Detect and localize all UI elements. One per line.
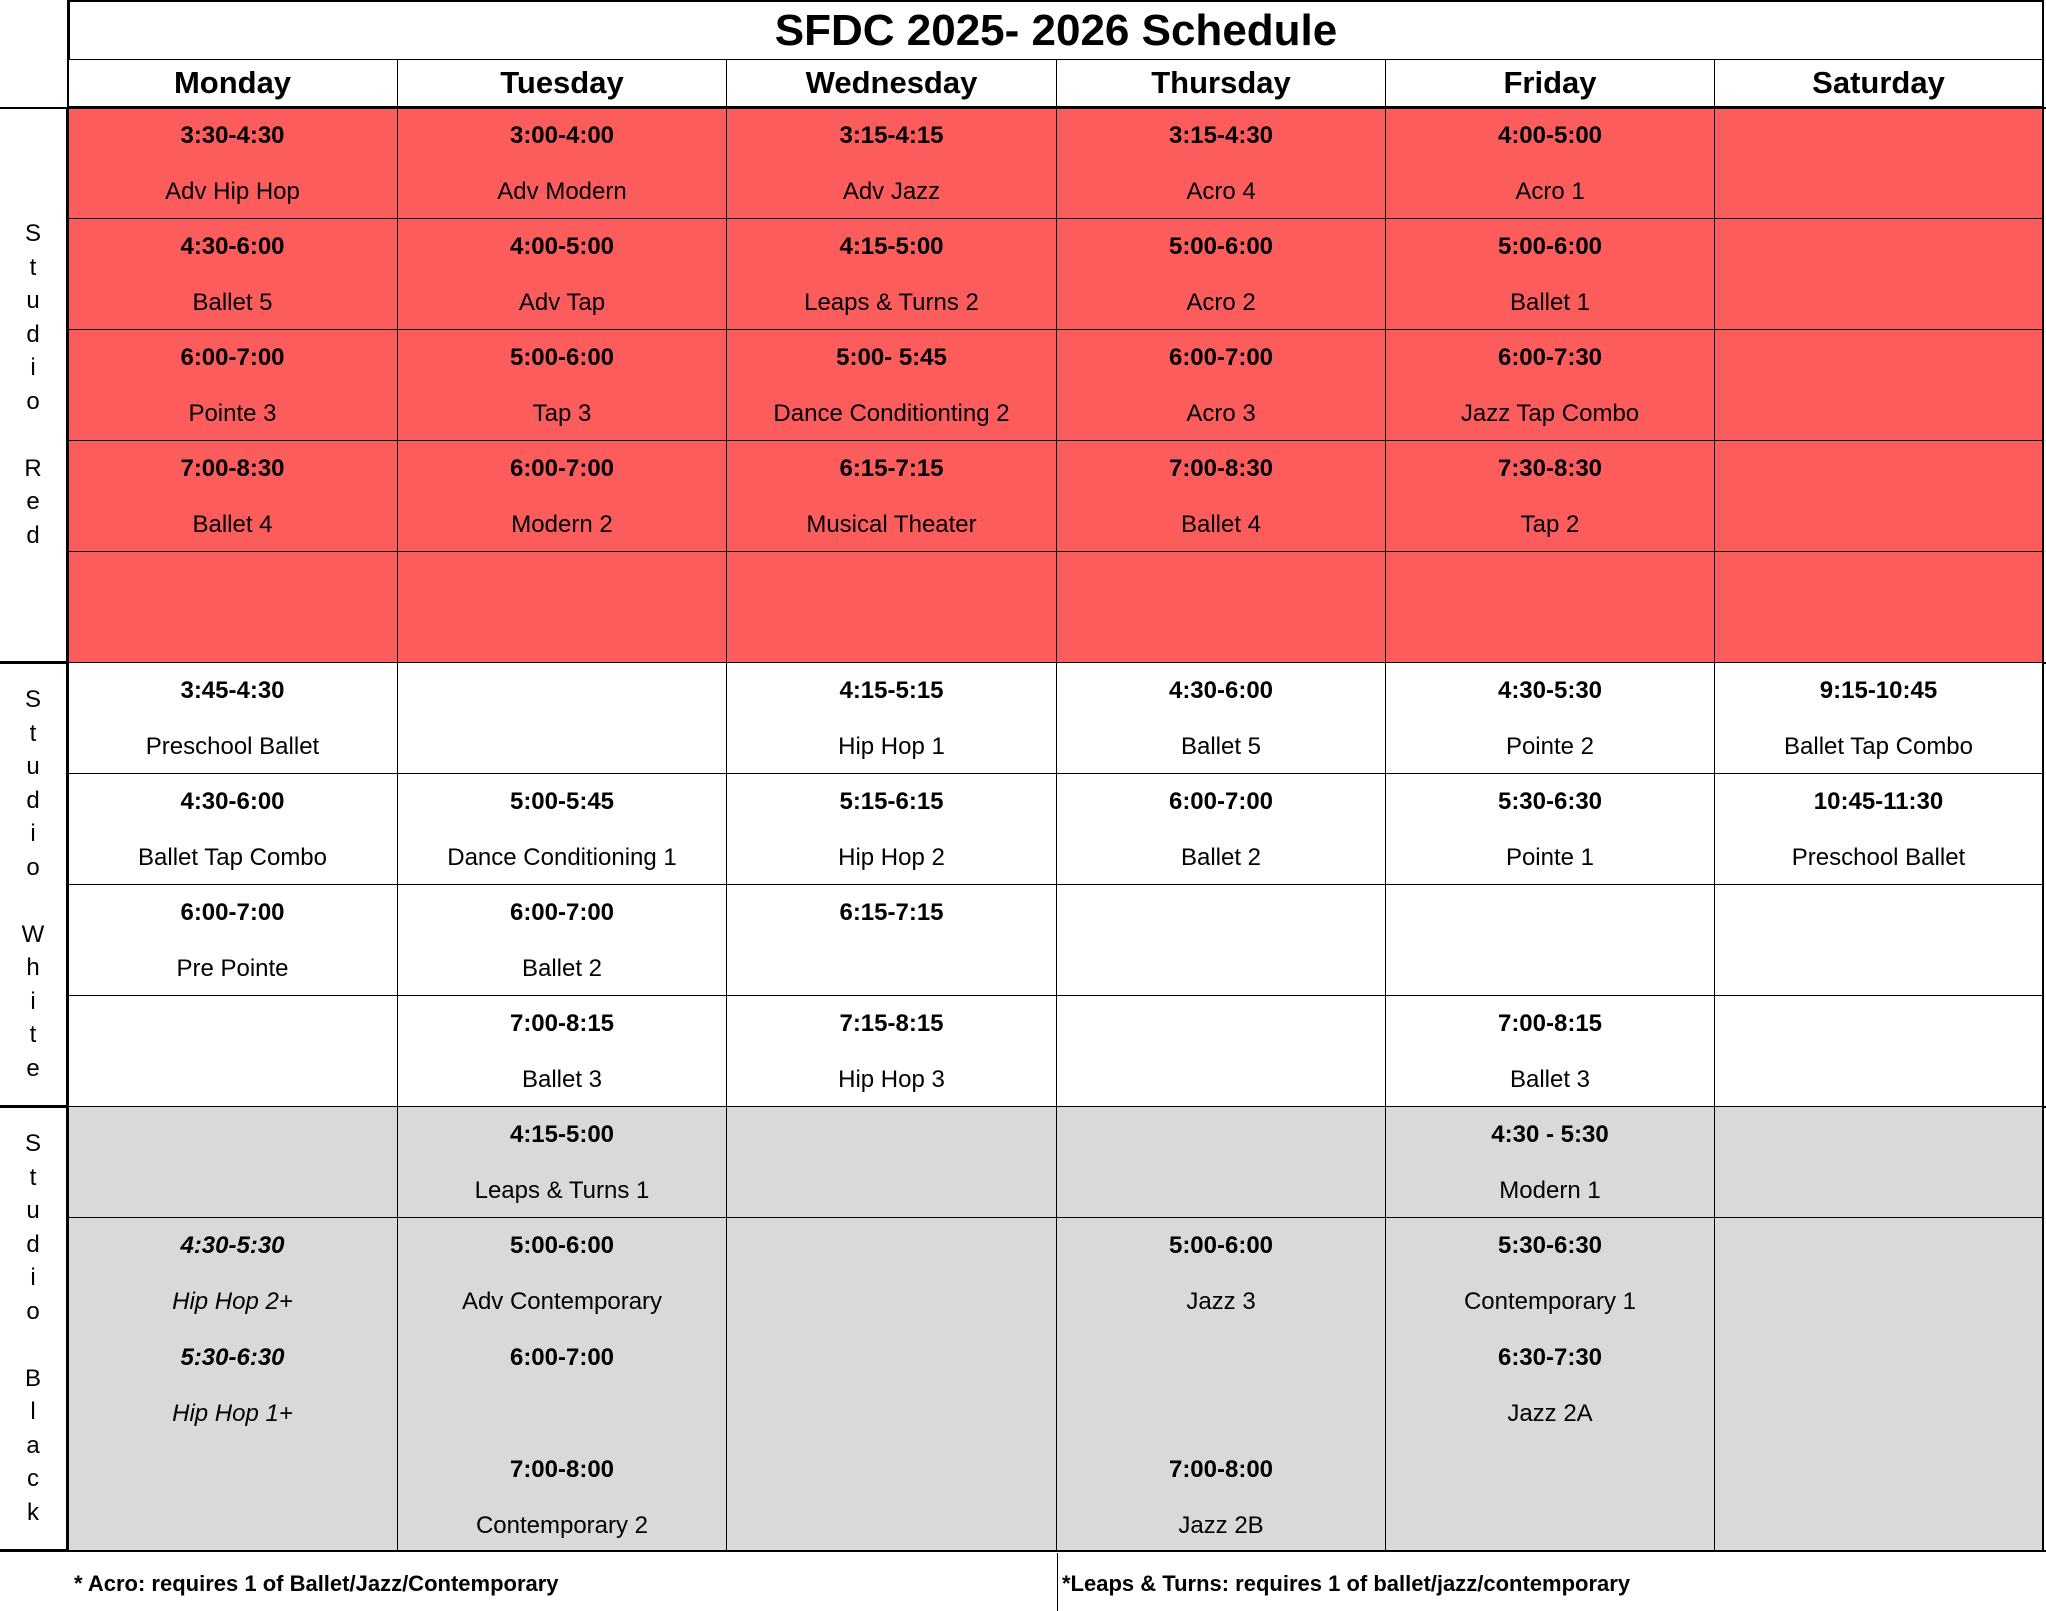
schedule-cell-white-monday bbox=[68, 774, 398, 885]
schedule-cell-white-thursday bbox=[1057, 996, 1386, 1107]
class-time: 4:30-5:30 bbox=[180, 1232, 285, 1259]
class-time: 4:00-5:00 bbox=[509, 233, 615, 260]
studio-label-white bbox=[0, 663, 68, 1107]
class-time: 3:15-4:15 bbox=[839, 122, 944, 149]
schedule-cell-red-wednesday bbox=[727, 552, 1057, 663]
class-time: 6:00-7:00 bbox=[180, 899, 285, 926]
schedule-cell-red-thursday bbox=[1057, 219, 1386, 330]
studio-label-letter: u bbox=[26, 753, 40, 780]
studio-label-letter: R bbox=[24, 454, 42, 482]
class-time: 4:00-5:00 bbox=[1497, 122, 1603, 149]
schedule-cell-red-tuesday bbox=[398, 552, 727, 663]
studio-label-letter: t bbox=[29, 1163, 37, 1191]
schedule-cell-white-monday bbox=[68, 996, 398, 1107]
schedule-cell-white-tuesday bbox=[398, 885, 727, 996]
class-name: Leaps & Turns 1 bbox=[474, 1177, 650, 1204]
schedule-cell-red-thursday bbox=[1057, 552, 1386, 663]
studio-label-letter: o bbox=[26, 1297, 40, 1325]
studio-label-black bbox=[0, 1107, 68, 1551]
schedule-cell-white-wednesday bbox=[727, 885, 1057, 996]
schedule-cell-white-monday bbox=[68, 663, 398, 774]
schedule-cell-red-monday bbox=[68, 108, 398, 219]
schedule-cell-red-friday bbox=[1386, 330, 1715, 441]
studio-label-letter: c bbox=[27, 1465, 39, 1492]
class-time: 6:00-7:00 bbox=[509, 1344, 615, 1371]
schedule-cell-white-wednesday bbox=[727, 774, 1057, 885]
studio-label-letter: i bbox=[30, 820, 36, 847]
schedule-cell-white-wednesday bbox=[727, 996, 1057, 1107]
class-time: 5:30-6:30 bbox=[1497, 1232, 1603, 1259]
class-name: Musical Theater bbox=[806, 511, 977, 538]
class-name: Hip Hop 2+ bbox=[172, 1288, 293, 1315]
class-name: Ballet 4 bbox=[192, 511, 273, 538]
class-time: 4:15-5:15 bbox=[839, 677, 944, 704]
label-column-divider bbox=[67, 0, 69, 1551]
class-time: 4:15-5:00 bbox=[839, 233, 944, 260]
class-time: 6:00-7:00 bbox=[1168, 788, 1274, 815]
studio-label-red bbox=[0, 108, 68, 663]
class-time: 5:00- 5:45 bbox=[836, 344, 947, 371]
class-time: 3:45-4:30 bbox=[180, 677, 285, 704]
class-name: Adv Tap bbox=[518, 289, 606, 316]
schedule-cell-red-thursday bbox=[1057, 330, 1386, 441]
class-name: Ballet 4 bbox=[1180, 511, 1262, 538]
schedule-cell-red-monday bbox=[68, 552, 398, 663]
class-name: Acro 1 bbox=[1515, 178, 1585, 205]
schedule-cell-black-friday bbox=[1386, 1107, 1715, 1218]
class-name: Leaps & Turns 2 bbox=[804, 289, 979, 316]
class-name: Jazz 3 bbox=[1186, 1288, 1256, 1315]
class-name: Modern 2 bbox=[511, 511, 613, 538]
footnote-acro: * Acro: requires 1 of Ballet/Jazz/Contemporary bbox=[74, 1571, 559, 1596]
class-name: Ballet 3 bbox=[1509, 1066, 1591, 1093]
studio-label-letter: e bbox=[26, 488, 40, 515]
studio-label-letter: a bbox=[26, 1431, 40, 1459]
class-name: Jazz 2B bbox=[1178, 1512, 1264, 1539]
footnote-leaps-turns: *Leaps & Turns: requires 1 of ballet/jazz/contemporary bbox=[1062, 1571, 1631, 1596]
studio-label-letter: d bbox=[26, 786, 40, 814]
class-time: 5:15-6:15 bbox=[839, 788, 944, 815]
schedule-cell-red-wednesday bbox=[727, 219, 1057, 330]
schedule-cell-red-friday bbox=[1386, 108, 1715, 219]
schedule-cell-red-friday bbox=[1386, 552, 1715, 663]
schedule-cell-red-monday bbox=[68, 219, 398, 330]
class-name: Hip Hop 1 bbox=[838, 733, 945, 760]
class-time: 3:30-4:30 bbox=[180, 122, 285, 149]
class-name: Pointe 2 bbox=[1505, 733, 1595, 760]
class-time: 6:15-7:15 bbox=[839, 899, 944, 926]
class-name: Jazz 2A bbox=[1507, 1400, 1593, 1427]
class-time: 5:00-6:00 bbox=[1497, 233, 1603, 260]
schedule-cell-white-tuesday bbox=[398, 996, 727, 1107]
class-time: 4:30-6:00 bbox=[180, 233, 285, 260]
class-name: Ballet Tap Combo bbox=[138, 844, 327, 871]
class-time: 5:00-6:00 bbox=[1168, 1232, 1274, 1259]
schedule-cell-white-saturday bbox=[1715, 663, 2044, 774]
studio-label-letter: S bbox=[24, 220, 41, 247]
studio-label-letter: o bbox=[26, 387, 40, 415]
schedule-cell-red-saturday bbox=[1715, 219, 2044, 330]
class-time: 5:30-6:30 bbox=[1497, 788, 1603, 815]
schedule-cell-red-friday bbox=[1386, 219, 1715, 330]
class-time: 4:30-5:30 bbox=[1497, 677, 1603, 704]
class-time: 6:15-7:15 bbox=[839, 455, 944, 482]
class-time: 3:00-4:00 bbox=[509, 122, 615, 149]
class-time: 7:00-8:00 bbox=[1168, 1456, 1274, 1483]
studio-label-letter: S bbox=[24, 1130, 41, 1157]
schedule-cell-white-thursday bbox=[1057, 774, 1386, 885]
schedule-cell-red-tuesday bbox=[398, 219, 727, 330]
schedule-cell-black-tuesday bbox=[398, 1107, 727, 1218]
class-name: Preschool Ballet bbox=[1791, 844, 1966, 871]
schedule-cell-red-saturday bbox=[1715, 108, 2044, 219]
schedule-cell-red-wednesday bbox=[727, 330, 1057, 441]
class-name: Ballet 2 bbox=[1180, 844, 1262, 871]
day-header-wednesday: Wednesday bbox=[727, 60, 1057, 108]
class-time: 4:30-6:00 bbox=[1168, 677, 1274, 704]
class-name: Preschool Ballet bbox=[145, 733, 320, 760]
schedule-cell-white-saturday bbox=[1715, 996, 2044, 1107]
class-name: Hip Hop 2 bbox=[838, 844, 945, 871]
class-time: 4:30-6:00 bbox=[180, 788, 285, 815]
day-header-thursday: Thursday bbox=[1057, 60, 1386, 108]
schedule-cell-white-saturday bbox=[1715, 885, 2044, 996]
studio-label-letter: d bbox=[26, 521, 40, 549]
schedule-cell-black-wednesday bbox=[727, 1218, 1057, 1551]
schedule-cell-red-saturday bbox=[1715, 552, 2044, 663]
schedule-cell-black-friday bbox=[1386, 1218, 1715, 1551]
studio-label-letter: W bbox=[21, 920, 45, 948]
class-time: 7:30-8:30 bbox=[1497, 455, 1603, 482]
schedule-cell-black-thursday bbox=[1057, 1107, 1386, 1218]
class-name: Ballet Tap Combo bbox=[1784, 733, 1973, 760]
schedule-cell-red-wednesday bbox=[727, 108, 1057, 219]
class-time: 10:45-11:30 bbox=[1813, 788, 1944, 815]
studio-label-letter: l bbox=[30, 1398, 36, 1425]
class-name: Ballet 5 bbox=[1180, 733, 1262, 760]
schedule-cell-black-saturday bbox=[1715, 1218, 2044, 1551]
footnote-divider bbox=[1057, 1553, 1058, 1611]
class-time: 6:00-7:30 bbox=[1497, 344, 1603, 371]
day-header-monday: Monday bbox=[68, 60, 398, 108]
schedule-cell-white-friday bbox=[1386, 885, 1715, 996]
schedule-cell-red-friday bbox=[1386, 441, 1715, 552]
class-name: Tap 3 bbox=[532, 400, 592, 427]
class-time: 6:30-7:30 bbox=[1497, 1344, 1603, 1371]
studio-label-letter: d bbox=[26, 1230, 40, 1258]
class-time: 4:30 - 5:30 bbox=[1491, 1121, 1609, 1148]
schedule-cell-white-thursday bbox=[1057, 885, 1386, 996]
class-name: Adv Modern bbox=[497, 178, 627, 205]
class-name: Ballet 1 bbox=[1509, 289, 1591, 316]
studio-label-letter: h bbox=[26, 954, 40, 981]
class-time: 4:15-5:00 bbox=[509, 1121, 615, 1148]
studio-label-letter: u bbox=[26, 1197, 40, 1224]
header-divider bbox=[0, 107, 2046, 109]
schedule-cell-white-thursday bbox=[1057, 663, 1386, 774]
class-time: 9:15-10:45 bbox=[1819, 677, 1938, 704]
schedule-cell-white-monday bbox=[68, 885, 398, 996]
class-name: Hip Hop 1+ bbox=[172, 1400, 293, 1427]
class-name: Acro 4 bbox=[1186, 178, 1256, 205]
class-name: Pre Pointe bbox=[176, 955, 289, 982]
class-time: 7:00-8:30 bbox=[1168, 455, 1274, 482]
schedule-cell-black-thursday bbox=[1057, 1218, 1386, 1551]
schedule-cell-red-monday bbox=[68, 441, 398, 552]
schedule-cell-white-wednesday bbox=[727, 663, 1057, 774]
schedule-cell-red-saturday bbox=[1715, 330, 2044, 441]
studio-label-letter: u bbox=[26, 287, 40, 314]
class-name: Acro 3 bbox=[1186, 400, 1256, 427]
studio-label-letter: B bbox=[24, 1364, 41, 1392]
schedule-cell-white-saturday bbox=[1715, 774, 2044, 885]
day-header-saturday: Saturday bbox=[1715, 60, 2044, 108]
class-time: 7:00-8:15 bbox=[509, 1010, 615, 1037]
class-name: Dance Conditionting 2 bbox=[773, 400, 1010, 427]
day-header-friday: Friday bbox=[1386, 60, 1715, 108]
class-time: 5:00-6:00 bbox=[509, 344, 615, 371]
studio-label-letter: i bbox=[30, 1264, 36, 1291]
class-time: 7:00-8:00 bbox=[509, 1456, 615, 1483]
class-time: 5:30-6:30 bbox=[180, 1344, 285, 1371]
schedule-cell-white-friday bbox=[1386, 774, 1715, 885]
class-name: Adv Jazz bbox=[842, 178, 941, 205]
schedule-cell-white-friday bbox=[1386, 996, 1715, 1107]
schedule-cell-red-saturday bbox=[1715, 441, 2044, 552]
schedule-cell-red-tuesday bbox=[398, 330, 727, 441]
schedule-cell-black-monday bbox=[68, 1107, 398, 1218]
class-name: Dance Conditioning 1 bbox=[447, 844, 677, 871]
schedule-cell-red-wednesday bbox=[727, 441, 1057, 552]
class-time: 6:00-7:00 bbox=[509, 899, 615, 926]
class-name: Jazz Tap Combo bbox=[1460, 400, 1640, 427]
schedule-title: SFDC 2025- 2026 Schedule bbox=[68, 0, 2044, 60]
schedule-cell-white-tuesday bbox=[398, 774, 727, 885]
schedule-cell-white-friday bbox=[1386, 663, 1715, 774]
schedule-cell-black-tuesday bbox=[398, 1218, 727, 1551]
class-name: Ballet 3 bbox=[521, 1066, 603, 1093]
schedule-cell-red-thursday bbox=[1057, 108, 1386, 219]
class-time: 6:00-7:00 bbox=[509, 455, 615, 482]
class-name: Pointe 1 bbox=[1505, 844, 1595, 871]
class-name: Contemporary 2 bbox=[475, 1512, 649, 1539]
schedule-cell-black-monday bbox=[68, 1218, 398, 1551]
class-name: Tap 2 bbox=[1520, 511, 1580, 538]
class-time: 7:00-8:15 bbox=[1497, 1010, 1603, 1037]
studio-label-letter: e bbox=[26, 1054, 40, 1082]
class-name: Ballet 2 bbox=[521, 955, 603, 982]
class-time: 7:15-8:15 bbox=[839, 1010, 944, 1037]
schedule-cell-red-monday bbox=[68, 330, 398, 441]
class-time: 5:00-5:45 bbox=[509, 788, 615, 815]
class-name: Hip Hop 3 bbox=[838, 1066, 945, 1093]
class-time: 5:00-6:00 bbox=[1168, 233, 1274, 260]
class-time: 5:00-6:00 bbox=[509, 1232, 615, 1259]
class-name: Adv Contemporary bbox=[461, 1288, 663, 1315]
studio-label-letter: i bbox=[30, 354, 36, 381]
schedule-cell-red-tuesday bbox=[398, 441, 727, 552]
class-time: 7:00-8:30 bbox=[180, 455, 285, 482]
studio-label-letter: k bbox=[27, 1498, 39, 1526]
schedule-cell-white-tuesday bbox=[398, 663, 727, 774]
class-name: Contemporary 1 bbox=[1463, 1288, 1637, 1315]
studio-label-letter: t bbox=[29, 719, 37, 747]
studio-label-letter: t bbox=[29, 253, 37, 281]
studio-divider bbox=[0, 1550, 2046, 1552]
class-time: 6:00-7:00 bbox=[1168, 344, 1274, 371]
class-time: 3:15-4:30 bbox=[1168, 122, 1274, 149]
class-name: Adv Hip Hop bbox=[165, 178, 300, 205]
schedule-cell-black-wednesday bbox=[727, 1107, 1057, 1218]
class-name: Ballet 5 bbox=[192, 289, 273, 316]
studio-label-letter: o bbox=[26, 853, 40, 881]
class-name: Modern 1 bbox=[1499, 1177, 1601, 1204]
studio-label-letter: i bbox=[30, 987, 36, 1015]
studio-label-letter: S bbox=[24, 686, 41, 713]
studio-label-letter: t bbox=[29, 1021, 37, 1048]
class-name: Acro 2 bbox=[1186, 289, 1256, 316]
schedule-cell-red-thursday bbox=[1057, 441, 1386, 552]
class-name: Pointe 3 bbox=[188, 400, 277, 427]
schedule-cell-black-saturday bbox=[1715, 1107, 2044, 1218]
studio-label-letter: d bbox=[26, 320, 40, 348]
schedule-cell-red-tuesday bbox=[398, 108, 727, 219]
class-time: 6:00-7:00 bbox=[180, 344, 285, 371]
day-header-tuesday: Tuesday bbox=[398, 60, 727, 108]
